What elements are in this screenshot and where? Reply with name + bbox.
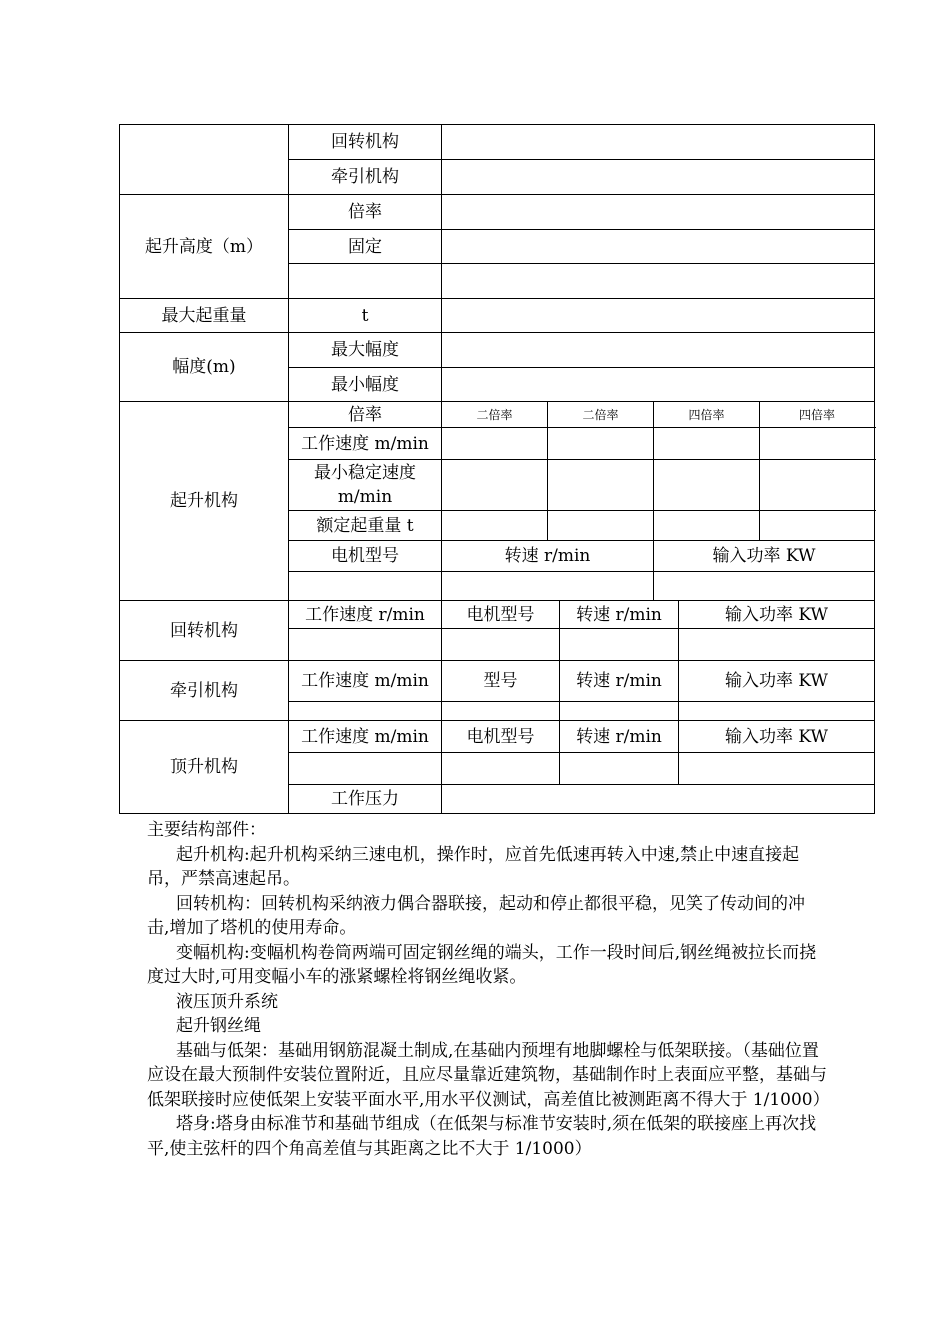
section-label: 幅度(m) [120,333,289,402]
value-cell [442,195,875,230]
value-cell [442,299,875,333]
value-cell [289,629,442,661]
section-heading: 主要结构部件： [147,820,266,840]
label-cell: 最小稳定速度 m/min [289,460,442,511]
ratio-header: 二倍率 [442,402,548,428]
value-cell [560,753,679,785]
label-cell: 工作压力 [289,785,442,814]
paragraph: 液压顶升系统 [176,991,278,1012]
label-cell: 型号 [442,661,560,702]
label-cell: 倍率 [289,195,442,230]
blank-cell [120,125,289,195]
section-label: 牵引机构 [120,661,289,721]
label-cell: 输入功率 KW [679,601,875,629]
value-cell [442,572,654,601]
spec-table [119,124,875,814]
value-cell [679,702,875,721]
label-cell: 额定起重量 t [289,511,442,541]
blank-cell [289,264,442,299]
value-cell [442,460,548,511]
unit-cell: t [289,299,442,333]
label-cell: 电机型号 [289,541,442,572]
value-cell [654,460,760,511]
ratio-header: 四倍率 [654,402,760,428]
paragraph: 起升机构:起升机构采纳三速电机，操作时，应首先低速再转入中速,禁止中速直接起吊，严禁高速起吊。 [147,844,800,889]
label-cell: 工作速度 r/min [289,601,442,629]
label-cell: 输入功率 KW [679,721,875,753]
label-cell: 转速 r/min [560,661,679,702]
paragraph: 回转机构：回转机构采纳液力偶合器联接，起动和停止都很平稳，见笑了传动间的冲击,增加了塔机的使用寿命。 [147,893,805,938]
value-cell [548,511,654,541]
value-cell [442,629,560,661]
value-cell [679,629,875,661]
section-label: 最大起重量 [120,299,289,333]
value-cell [548,428,654,460]
label-cell: 牵引机构 [289,160,442,195]
label-cell: 转速 r/min [560,601,679,629]
value-cell [442,511,548,541]
value-cell [442,368,875,402]
value-cell [560,629,679,661]
value-cell [442,428,548,460]
value-cell [289,572,442,601]
ratio-header: 四倍率 [760,402,875,428]
label-cell: 电机型号 [442,601,560,629]
value-cell [442,125,875,160]
paragraph: 变幅机构:变幅机构卷筒两端可固定钢丝绳的端头，工作一段时间后,钢丝绳被拉长而挠度过大时,可用变幅小车的涨紧螺栓将钢丝绳收紧。 [147,942,817,987]
value-cell [442,230,875,264]
label-cell: 最大幅度 [289,333,442,368]
value-cell [654,428,760,460]
body-text [147,818,830,1161]
label-cell: 工作速度 m/min [289,661,442,702]
label-cell: 电机型号 [442,721,560,753]
value-cell [654,511,760,541]
value-cell [760,460,875,511]
label-cell: 输入功率 KW [654,541,875,572]
value-cell [679,753,875,785]
paragraph: 基础与低架：基础用钢筋混凝土制成,在基础内预埋有地脚螺栓与低架联接。（基础位置应设在最大预制件安装位置附近，且应尽量靠近建筑物，基础制作时上表面应平整，基础与低架联接时应使低架上安装平面水平,用水平仪测试，高差值比被测距离不得大于 1/1000） [147,1040,830,1110]
label-cell: 转速 r/min [560,721,679,753]
section-label: 起升高度（m） [120,195,289,299]
value-cell [760,428,875,460]
value-cell [442,264,875,299]
label-cell: 固定 [289,230,442,264]
value-cell [560,702,679,721]
section-label: 回转机构 [120,601,289,661]
label-cell: 工作速度 m/min [289,428,442,460]
section-label: 顶升机构 [120,721,289,814]
label-cell: 回转机构 [289,125,442,160]
label-cell: 工作速度 m/min [289,721,442,753]
section-label: 起升机构 [120,402,289,601]
value-cell [548,460,654,511]
value-cell [442,702,560,721]
value-cell [442,785,875,814]
value-cell [289,753,442,785]
value-cell [442,753,560,785]
paragraph: 塔身:塔身由标准节和基础节组成（在低架与标准节安装时,须在低架的联接座上再次找平,使主弦杆的四个角高差值与其距离之比不大于 1/1000） [147,1114,817,1159]
value-cell [760,511,875,541]
label-cell: 倍率 [289,402,442,428]
paragraph: 起升钢丝绳 [176,1016,261,1036]
value-cell [442,333,875,368]
label-cell: 输入功率 KW [679,661,875,702]
label-cell: 最小幅度 [289,368,442,402]
value-cell [654,572,875,601]
ratio-header: 二倍率 [548,402,654,428]
value-cell [442,160,875,195]
label-cell: 转速 r/min [442,541,654,572]
value-cell [289,702,442,721]
